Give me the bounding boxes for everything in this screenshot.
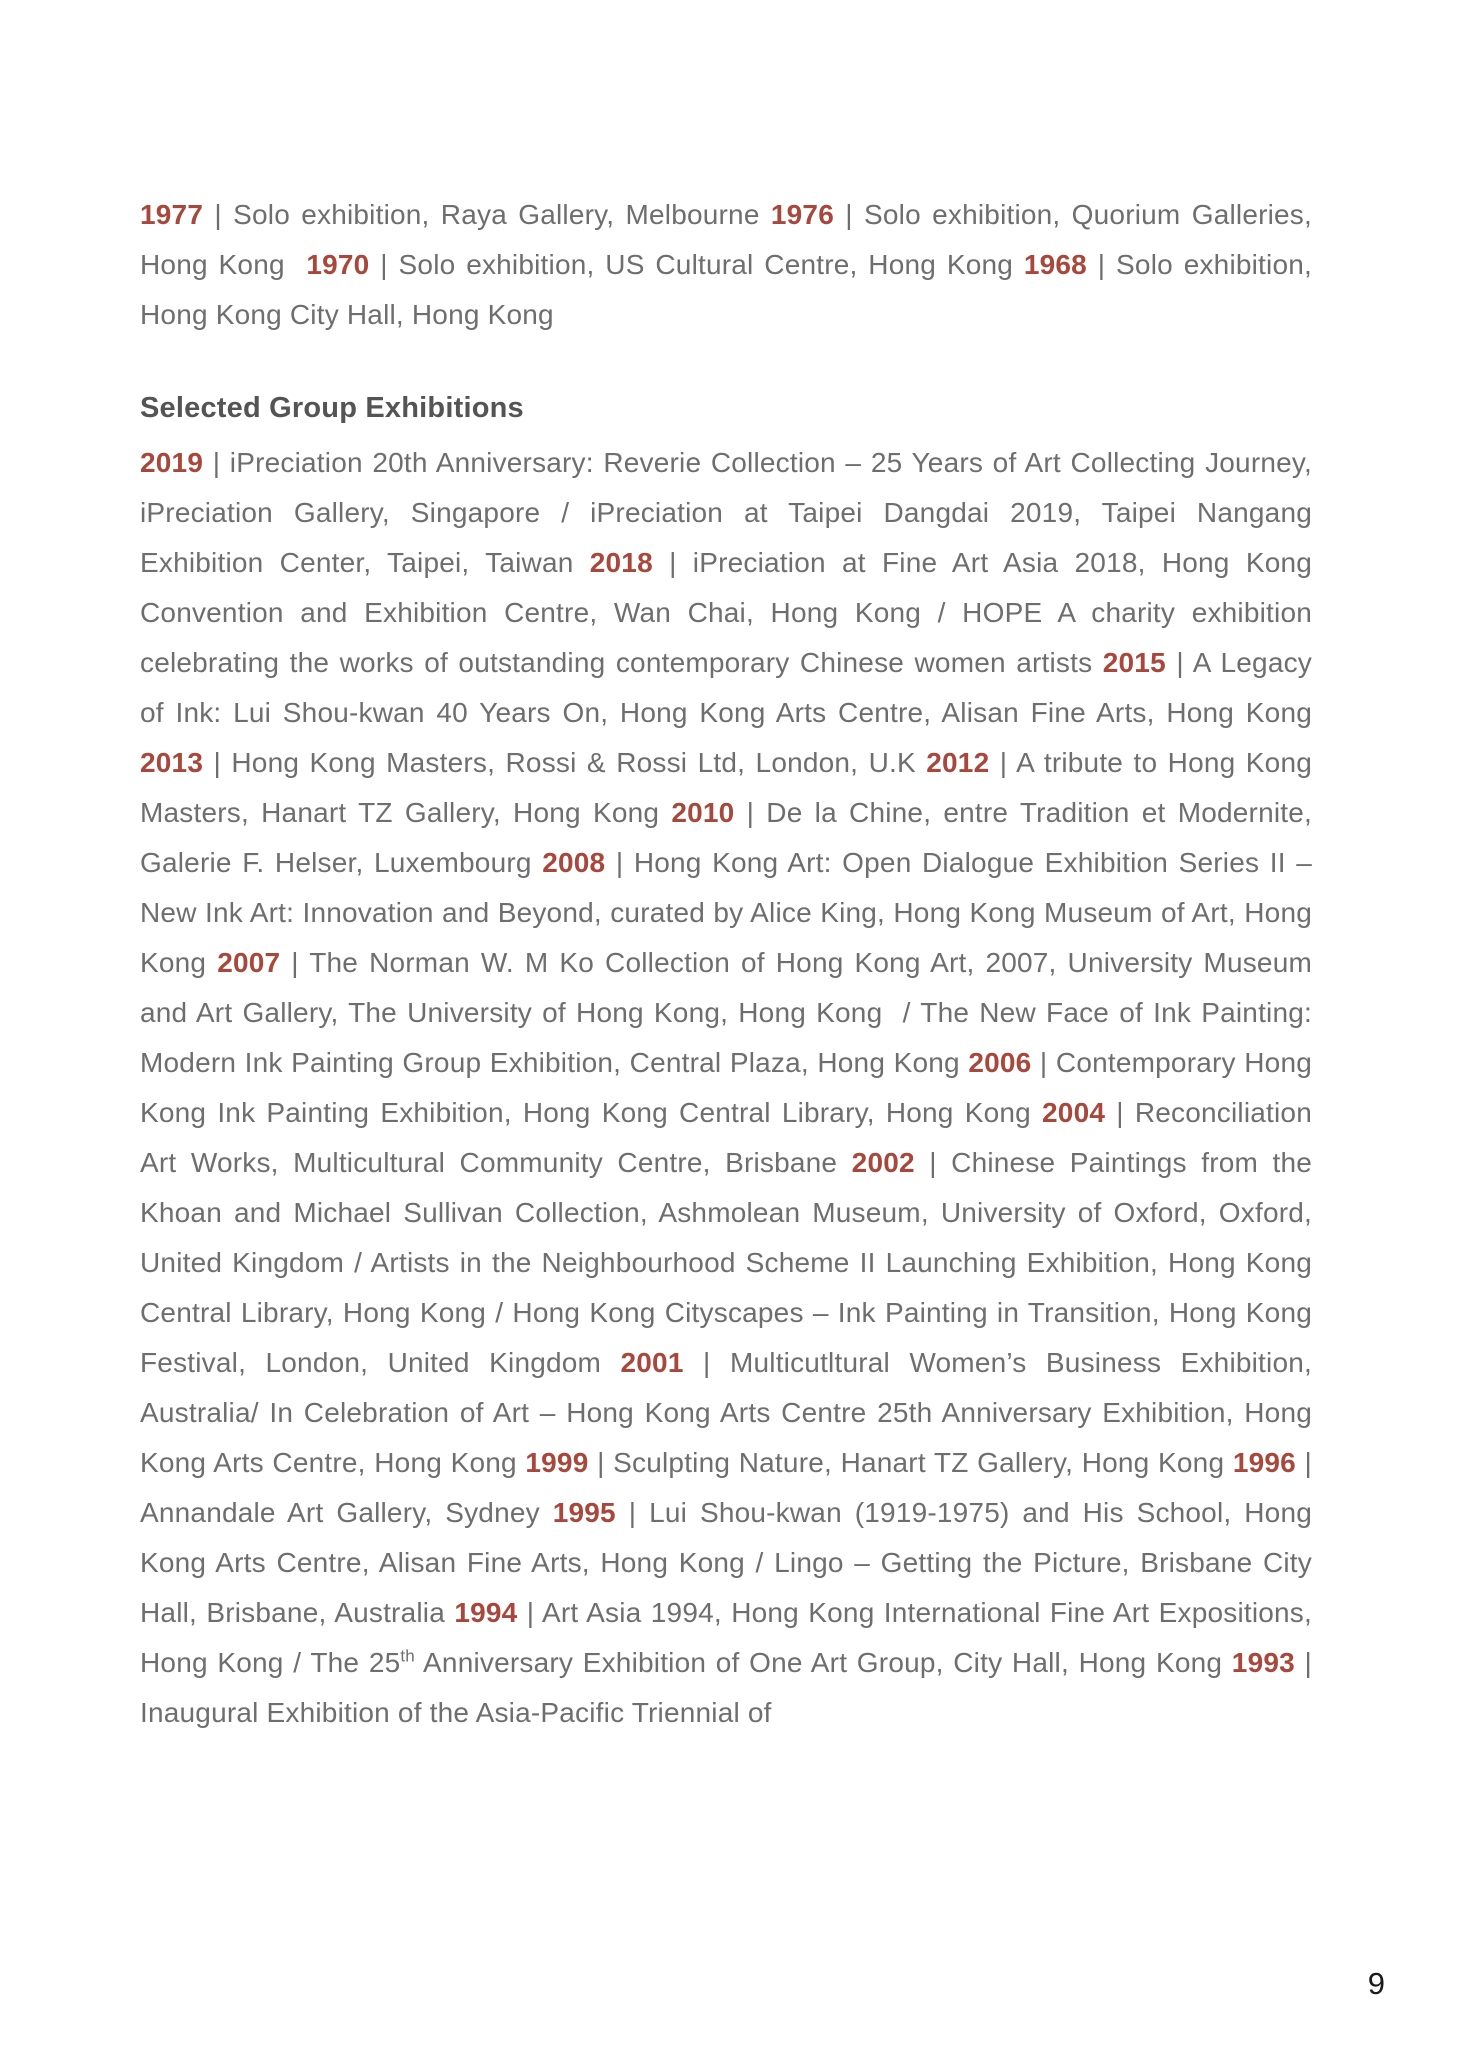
year-label: 2013 xyxy=(140,747,204,778)
text-run: | Solo exhibition, Quorium Galleries, Hong Kong xyxy=(140,199,1312,280)
year-label: 2007 xyxy=(217,947,281,978)
text-run: | iPreciation 20th Anniversary: Reverie Collection – 25 Years of Art Collecting Journey, iPreciation Gallery, Singapore / iPreciation at Taipei Dangdai 2019, Taipei Nangang Exhibition Center, Taipei, Taiwan xyxy=(140,447,1312,578)
year-label: 1968 xyxy=(1023,249,1087,280)
year-label: 2015 xyxy=(1102,647,1166,678)
text-run: | Solo exhibition, Raya Gallery, Melbourne xyxy=(203,199,771,230)
year-label: 2004 xyxy=(1042,1097,1106,1128)
text-run: | De la Chine, entre Tradition et Modernite, Galerie F. Helser, Luxembourg xyxy=(140,797,1312,878)
year-label: 1994 xyxy=(454,1597,518,1628)
year-label: 1996 xyxy=(1232,1447,1296,1478)
text-run: | iPreciation at Fine Art Asia 2018, Hong Kong Convention and Exhibition Centre, Wan Chai, Hong Kong / HOPE A charity exhibition celebrating the works of outstanding contemporary Chinese women artists xyxy=(140,547,1313,678)
text-run: | Reconciliation Art Works, Multicultural Community Centre, Brisbane xyxy=(140,1097,1312,1178)
text-run: | The Norman W. M Ko Collection of Hong Kong Art, 2007, University Museum and Art Gallery, The University of Hong Kong, Hong Kong / The New Face of Ink Painting: Modern Ink Painting Group Exhibition, Central Plaza, Hong Kong xyxy=(140,947,1312,1078)
page-number: 9 xyxy=(1367,1966,1385,2001)
text-run: | Sculpting Nature, Hanart TZ Gallery, Hong Kong xyxy=(588,1447,1233,1478)
text-run: | Hong Kong Art: Open Dialogue Exhibition Series II – New Ink Art: Innovation and Beyond, curated by Alice King, Hong Kong Museum of Art, Hong Kong xyxy=(140,847,1312,978)
cv-content xyxy=(140,190,1312,1738)
year-label: 2012 xyxy=(926,747,990,778)
year-label: 1995 xyxy=(552,1497,616,1528)
year-label: 1976 xyxy=(770,199,834,230)
year-label: 2018 xyxy=(589,547,653,578)
text-run: | Chinese Paintings from the Khoan and Michael Sullivan Collection, Ashmolean Museum, University of Oxford, Oxford, United Kingdom / Artists in the Neighbourhood Scheme II Launching Exhibition, Hong Kong Central Library, Hong Kong / Hong Kong Cityscapes – Ink Painting in Transition, Hong Kong Festival, London, United Kingdom xyxy=(140,1147,1313,1378)
text-run: Anniversary Exhibition of One Art Group, City Hall, Hong Kong xyxy=(414,1647,1232,1678)
text-run: | Annandale Art Gallery, Sydney xyxy=(140,1447,1312,1528)
year-label: 1999 xyxy=(525,1447,589,1478)
year-label: 2006 xyxy=(968,1047,1032,1078)
text-run: | Multicutltural Women’s Business Exhibition, Australia/ In Celebration of Art – Hong Kong Arts Centre 25th Anniversary Exhibition, Hong Kong Arts Centre, Hong Kong xyxy=(140,1347,1312,1478)
text-run: | Art Asia 1994, Hong Kong International Fine Art Expositions, Hong Kong / The 25 xyxy=(140,1597,1312,1678)
text-run: | Solo exhibition, US Cultural Centre, Hong Kong xyxy=(369,249,1024,280)
group-exhibitions-heading: Selected Group Exhibitions xyxy=(140,392,524,424)
text-run: | Inaugural Exhibition of the Asia-Pacific Triennial of xyxy=(140,1647,1313,1728)
text-run: | Solo exhibition, Hong Kong City Hall, Hong Kong xyxy=(140,249,1312,330)
year-label: 1970 xyxy=(306,249,370,280)
text-run: | Lui Shou-kwan (1919-1975) and His School, Hong Kong Arts Centre, Alisan Fine Arts, Hong Kong / Lingo – Getting the Picture, Brisbane City Hall, Brisbane, Australia xyxy=(140,1497,1312,1628)
year-label: 1977 xyxy=(140,199,204,230)
group-exhibitions-paragraph xyxy=(140,438,1312,1738)
year-label: 2019 xyxy=(140,447,204,478)
text-run: | Hong Kong Masters, Rossi & Rossi Ltd, London, U.K xyxy=(203,747,927,778)
solo-exhibitions-paragraph xyxy=(140,190,1312,340)
year-label: 2001 xyxy=(620,1347,684,1378)
year-label: 2008 xyxy=(542,847,606,878)
year-label: 2010 xyxy=(671,797,735,828)
text-run: | A Legacy of Ink: Lui Shou-kwan 40 Years On, Hong Kong Arts Centre, Alisan Fine Arts, Hong Kong xyxy=(140,647,1312,728)
year-label: 1993 xyxy=(1231,1647,1295,1678)
superscript-ordinal: th xyxy=(400,1646,415,1666)
year-label: 2002 xyxy=(851,1147,915,1178)
text-run: | A tribute to Hong Kong Masters, Hanart TZ Gallery, Hong Kong xyxy=(140,747,1312,828)
text-run: | Contemporary Hong Kong Ink Painting Exhibition, Hong Kong Central Library, Hong Kong xyxy=(140,1047,1312,1128)
